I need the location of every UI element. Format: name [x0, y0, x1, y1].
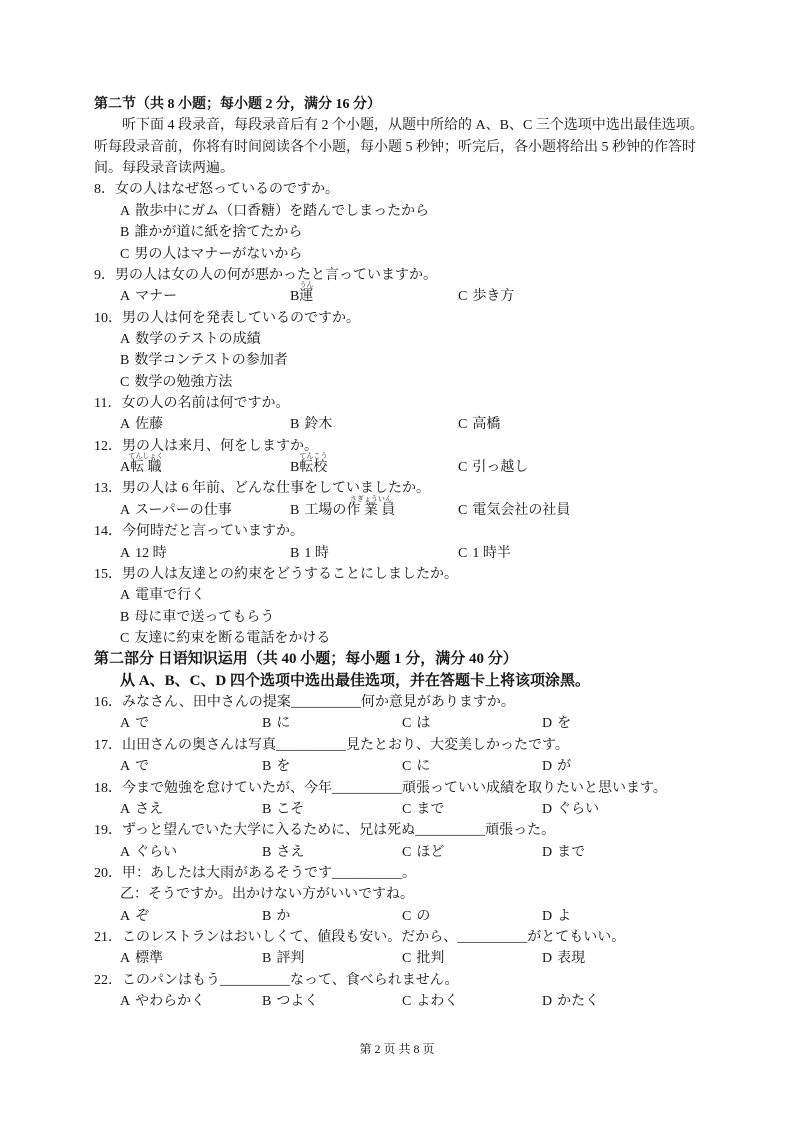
option-text: まで — [416, 801, 445, 817]
option-label: C — [458, 417, 468, 433]
question-stem: 甲：あしたは大雨があるそうです__________。 — [122, 865, 416, 881]
option-label: B — [290, 545, 300, 561]
question-21 — [94, 927, 734, 948]
option-text: を — [276, 759, 291, 775]
option-text: に — [416, 759, 431, 775]
furigana: てんしょく — [128, 452, 164, 461]
option-c — [458, 500, 570, 521]
option-a — [120, 948, 163, 969]
option-label: D — [542, 716, 553, 732]
question-number: 21． — [94, 930, 122, 946]
option-label: B — [120, 225, 130, 241]
option-label: C — [402, 908, 412, 924]
option-label: B — [262, 908, 272, 924]
question-stem: ずっと望んでいた大学に入るために、兄は死ぬ__________頑張った。 — [122, 823, 556, 839]
option-c — [402, 948, 444, 969]
option-d — [542, 948, 585, 969]
option-text: かたく — [557, 994, 600, 1010]
option-c — [458, 543, 511, 564]
option-text: 電車で行く — [135, 588, 206, 604]
option-text: 表現 — [557, 951, 586, 967]
option-text: 引っ越し — [472, 460, 529, 476]
question-11 — [94, 393, 734, 414]
question-number: 9． — [94, 267, 115, 283]
option-label: D — [542, 951, 553, 967]
option-label: C — [402, 759, 412, 775]
option-b — [290, 281, 314, 307]
option-label: B — [262, 716, 272, 732]
question-stem: 山田さんの奥さんは写真__________見たとおり、大変美しかったです。 — [122, 737, 569, 753]
question-stem: このパンはもう__________なって、食べられません。 — [122, 972, 459, 988]
question-stem: このレストランはおいしくて、値段も安い。だから、__________がとてもいい。 — [122, 930, 626, 946]
option-label: D — [542, 759, 553, 775]
option-text: 電気会社の社員 — [472, 502, 571, 518]
option-text: 鈴木 — [304, 417, 333, 433]
options-row — [94, 494, 734, 521]
option-label: D — [542, 908, 553, 924]
option-label: B — [262, 759, 272, 775]
option-label: B — [262, 994, 272, 1010]
option-label: A — [120, 331, 131, 347]
question-number: 14． — [94, 524, 122, 540]
option-label: C — [120, 374, 130, 390]
option-d — [542, 799, 599, 820]
option-text: か — [276, 908, 291, 924]
option-text: 数学コンテストの参加者 — [134, 353, 288, 369]
option-text: 佐藤 — [135, 417, 164, 433]
option-b — [290, 452, 328, 478]
option-label: A — [120, 908, 131, 924]
option-text: 評判 — [276, 951, 305, 967]
question-stem: 女の人はなぜ怒っているのですか。 — [115, 182, 339, 198]
option-b — [262, 756, 290, 777]
question-18 — [94, 778, 734, 799]
question-number: 20． — [94, 865, 122, 881]
option-a — [94, 329, 734, 350]
question-number: 11． — [94, 396, 122, 412]
furigana: てんこう — [299, 452, 328, 461]
question-15 — [94, 564, 734, 585]
question-stem: 今何時だと言っていますか。 — [122, 524, 304, 540]
question-22 — [94, 970, 734, 991]
option-label: A — [120, 545, 131, 561]
option-text: 12 時 — [135, 545, 167, 561]
option-label: C — [120, 630, 130, 646]
option-text: 高橋 — [472, 417, 501, 433]
options-row — [94, 414, 734, 435]
furigana: うん — [299, 281, 314, 290]
option-a — [120, 452, 164, 478]
instruction-line: 听下面 4 段录音，每段录音后有 2 个小题，从题中所给的 A、B、C 三个选项中选出最佳选项。 — [122, 118, 704, 134]
option-text: よわく — [416, 994, 459, 1010]
option-label: B — [290, 289, 300, 305]
option-a — [120, 991, 205, 1012]
option-text: 標準 — [135, 951, 164, 967]
option-b — [262, 842, 304, 863]
question-number: 17． — [94, 737, 122, 753]
option-b — [262, 948, 304, 969]
option-label: C — [402, 951, 412, 967]
option-label: C — [402, 844, 412, 860]
option-a — [120, 713, 149, 734]
question-number: 22． — [94, 972, 122, 988]
question-number: 13． — [94, 481, 122, 497]
option-label: C — [458, 502, 468, 518]
option-label: B — [262, 951, 272, 967]
options-row — [94, 281, 734, 307]
options-row — [94, 799, 734, 820]
option-a — [94, 585, 734, 606]
question-stem: 男の人は 6 年前、どんな仕事をしていましたか。 — [122, 481, 430, 497]
ruby-word — [299, 452, 328, 478]
option-label: B — [262, 801, 272, 817]
option-b — [262, 799, 304, 820]
option-b — [290, 543, 329, 564]
option-text: マナー — [135, 289, 178, 305]
option-label: C — [458, 460, 468, 476]
question-12 — [94, 436, 734, 457]
option-text: は — [416, 716, 431, 732]
option-c — [94, 372, 734, 393]
option-d — [542, 842, 585, 863]
option-text: で — [135, 759, 150, 775]
question-number: 8． — [94, 182, 115, 198]
question-14 — [94, 521, 734, 542]
page-number-footer: 第 2 页 共 8 页 — [359, 1042, 435, 1056]
options-row — [94, 756, 734, 777]
option-text: 批判 — [416, 951, 445, 967]
option-label: A — [120, 716, 131, 732]
question-stem: 男の人は女の人の何が悪かったと言っていますか。 — [115, 267, 437, 283]
options-row — [94, 543, 734, 564]
option-text: こそ — [276, 801, 305, 817]
option-text: 1 時半 — [472, 545, 511, 561]
instruction-line: 从 A、B、C、D 四个选项中选出最佳选项，并在答题卡上将该项涂黑。 — [120, 672, 591, 689]
options-row — [94, 948, 734, 969]
ruby-word — [346, 494, 396, 521]
option-label: A — [120, 844, 131, 860]
question-16 — [94, 692, 734, 713]
question-20 — [94, 863, 734, 884]
option-text: ぐらい — [557, 801, 600, 817]
option-text: ぐらい — [135, 844, 178, 860]
option-text-prefix: 工場の — [304, 502, 347, 518]
option-c — [402, 756, 430, 777]
option-label: B — [262, 844, 272, 860]
question-number: 12． — [94, 438, 122, 454]
option-b — [262, 906, 290, 927]
option-label: C — [402, 801, 412, 817]
option-c — [402, 991, 458, 1012]
option-b — [94, 350, 734, 371]
question-stem: みなさん、田中さんの提案__________何か意見がありますか。 — [122, 695, 515, 711]
option-label: A — [120, 588, 131, 604]
option-text: 転 職 — [130, 460, 162, 476]
option-text: 数学のテストの成績 — [135, 331, 261, 347]
option-text: 作 業 員 — [346, 502, 396, 518]
option-label: A — [120, 759, 131, 775]
option-b — [262, 991, 318, 1012]
question-stem-line-2: 乙：そうですか。出かけない方がいいですね。 — [120, 887, 414, 903]
option-a — [94, 201, 734, 222]
option-c — [402, 713, 430, 734]
option-c — [94, 628, 734, 649]
option-a — [120, 500, 232, 521]
option-a — [120, 842, 177, 863]
option-c — [402, 906, 430, 927]
page-content — [94, 94, 734, 1012]
option-text: 歩き方 — [472, 289, 515, 305]
question-stem: 今まで勉強を怠けていたが、今年__________頑張っていい成績を取りたいと思います。 — [122, 780, 667, 796]
option-label: B — [290, 502, 300, 518]
furigana: さぎょういん — [349, 494, 392, 503]
option-text: ぞ — [135, 908, 150, 924]
option-a — [120, 414, 163, 435]
option-text: 運 — [299, 289, 314, 305]
option-label: C — [458, 545, 468, 561]
option-a — [120, 756, 149, 777]
options-row — [94, 713, 734, 734]
question-number: 15． — [94, 566, 122, 582]
option-label: A — [120, 502, 131, 518]
option-a — [120, 799, 163, 820]
option-text: やわらかく — [135, 994, 206, 1010]
option-d — [542, 713, 571, 734]
question-number: 10． — [94, 310, 122, 326]
ruby-word — [299, 281, 314, 307]
option-text: 男の人はマナーがないから — [134, 246, 303, 262]
question-13 — [94, 478, 734, 499]
option-c — [402, 799, 444, 820]
option-d — [542, 991, 599, 1012]
option-label: A — [120, 460, 131, 476]
option-text: 数学の勉強方法 — [134, 374, 233, 390]
option-b — [290, 494, 396, 521]
question-stem: 男の人は何を発表しているのですか。 — [122, 310, 360, 326]
option-text: 友達に約束を断る電話をかける — [134, 630, 331, 646]
option-label: B — [290, 460, 300, 476]
option-text: で — [135, 716, 150, 732]
option-a — [120, 543, 167, 564]
question-number: 19． — [94, 823, 122, 839]
instruction-line: 间。每段录音读两遍。 — [94, 161, 234, 177]
option-c — [402, 842, 444, 863]
question-number: 18． — [94, 780, 122, 796]
option-text: 転校 — [299, 460, 328, 476]
option-label: A — [120, 994, 131, 1010]
option-a — [120, 286, 177, 307]
option-label: B — [120, 353, 130, 369]
option-label: A — [120, 417, 131, 433]
option-label: C — [402, 994, 412, 1010]
option-label: D — [542, 844, 553, 860]
option-label: C — [402, 716, 412, 732]
option-c — [458, 286, 514, 307]
options-row — [94, 842, 734, 863]
question-stem: 女の人の名前は何ですか。 — [121, 396, 290, 412]
options-row — [94, 452, 734, 478]
option-c — [94, 244, 734, 265]
option-d — [542, 756, 571, 777]
option-label: C — [458, 289, 468, 305]
option-label: C — [120, 246, 130, 262]
option-text: が — [557, 759, 572, 775]
option-label: D — [542, 801, 553, 817]
options-row — [94, 991, 734, 1012]
section-heading: 第二节（共 8 小题；每小题 2 分，满分 16 分） — [94, 97, 381, 112]
option-label: A — [120, 801, 131, 817]
option-text: 誰かが道に紙を捨てたから — [134, 225, 303, 241]
option-b — [94, 607, 734, 628]
option-text: を — [557, 716, 572, 732]
option-a — [120, 906, 149, 927]
option-text: 1 時 — [304, 545, 329, 561]
option-text: まで — [557, 844, 586, 860]
question-number: 16． — [94, 695, 122, 711]
option-b — [94, 222, 734, 243]
ruby-word — [128, 452, 164, 478]
option-label: A — [120, 951, 131, 967]
option-label: B — [290, 417, 300, 433]
option-text: の — [416, 908, 431, 924]
option-text: 母に車で送ってもらう — [134, 609, 275, 625]
option-label: A — [120, 289, 131, 305]
option-text: ほど — [416, 844, 445, 860]
option-b — [262, 713, 290, 734]
option-b — [290, 414, 332, 435]
question-8 — [94, 179, 734, 200]
option-text: 散歩中にガム（口香糖）を踏んでしまったから — [135, 203, 430, 219]
question-19 — [94, 820, 734, 841]
question-17 — [94, 735, 734, 756]
options-row — [94, 906, 734, 927]
instruction-line: 听每段录音前，你将有时间阅读各个小题，每小题 5 秒钟；听完后，各小题将给出 5 秒钟的作答时 — [94, 139, 696, 155]
question-stem: 男の人は来月、何をしますか。 — [122, 438, 318, 454]
option-text: スーパーの仕事 — [135, 502, 232, 518]
option-text: さえ — [135, 801, 164, 817]
section-heading: 第二部分 日语知识运用（共 40 小题；每小题 1 分，满分 40 分） — [94, 651, 518, 668]
option-text: よ — [557, 908, 572, 924]
option-label: B — [120, 609, 130, 625]
option-label: D — [542, 994, 553, 1010]
option-c — [458, 414, 500, 435]
question-10 — [94, 308, 734, 329]
option-label: A — [120, 203, 131, 219]
option-text: さえ — [276, 844, 305, 860]
option-text: つよく — [276, 994, 319, 1010]
option-c — [458, 457, 528, 478]
option-text: に — [276, 716, 291, 732]
question-stem: 男の人は友達との約束をどうすることにしましたか。 — [122, 566, 458, 582]
option-d — [542, 906, 571, 927]
question-9 — [94, 265, 734, 286]
